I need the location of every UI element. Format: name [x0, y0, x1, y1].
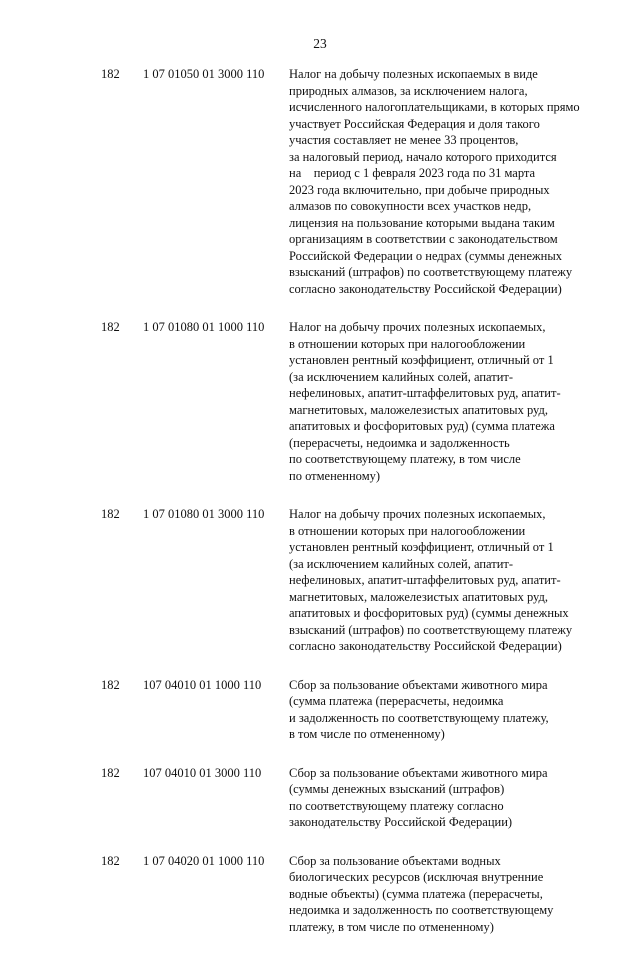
budget-classification-code: 1 07 01050 01 3000 110	[143, 67, 265, 81]
description-line: (сумма платежа (перерасчеты, недоимка	[289, 694, 504, 708]
admin-code: 182	[101, 507, 120, 521]
description-line: участия составляет не менее 33 процентов,	[289, 133, 519, 147]
description-line: взысканий (штрафов) по соответствующему платежу	[289, 622, 573, 637]
description-line: установлен рентный коэффициент, отличный от 1	[289, 353, 554, 367]
row-description	[289, 853, 589, 936]
table-row	[0, 319, 640, 484]
description-line: установлен рентный коэффициент, отличный от 1	[289, 540, 554, 554]
description-line: лицензия на пользование которыми выдана таким	[289, 215, 555, 230]
description-line: природных алмазов, за исключением налога,	[289, 83, 528, 98]
description-line: недоимка и задолженность по соответствующему	[289, 903, 554, 917]
description-line: Сбор за пользование объектами животного мира	[289, 677, 548, 692]
admin-code: 182	[101, 67, 120, 81]
description-line: по соответствующему платежу, в том числе	[289, 452, 521, 466]
description-line: апатитовых и фосфоритовых руд) (сумма платежа	[289, 419, 555, 433]
page-number: 23	[313, 36, 327, 51]
description-line: исчисленного налогоплательщиками, в которых прямо	[289, 100, 580, 114]
table-row	[0, 853, 640, 936]
table-row	[0, 506, 640, 655]
admin-code: 182	[101, 853, 120, 868]
table-row	[0, 66, 640, 297]
description-line: нефелиновых, апатит-штаффелитовых руд, апатит-	[289, 573, 561, 587]
description-line: (перерасчеты, недоимка и задолженность	[289, 435, 510, 450]
document-body	[0, 66, 640, 957]
admin-code: 182	[101, 765, 120, 780]
description-line: Российской Федерации о недрах (суммы денежных	[289, 248, 562, 263]
table-row	[0, 765, 640, 831]
description-line: (суммы денежных взысканий (штрафов)	[289, 782, 505, 796]
budget-classification-code: 107 04010 01 3000 110	[143, 765, 262, 780]
row-description	[289, 677, 589, 743]
description-line: Сбор за пользование объектами животного мира	[289, 765, 548, 780]
description-line: водные объекты) (сумма платежа (перерасчеты,	[289, 886, 543, 901]
budget-classification-code: 1 07 01080 01 3000 110	[143, 507, 265, 521]
budget-classification-code: 107 04010 01 1000 110	[143, 677, 262, 692]
budget-classification-code: 1 07 01080 01 1000 110	[143, 320, 265, 334]
description-line: по соответствующему платежу согласно	[289, 798, 504, 813]
description-line: Налог на добычу прочих полезных ископаемых,	[289, 320, 546, 334]
description-line: нефелиновых, апатит-штаффелитовых руд, апатит-	[289, 386, 561, 400]
description-line: 2023 года включительно, при добыче природных	[289, 182, 550, 197]
description-line: организациям в соответствии с законодательством	[289, 232, 558, 246]
description-line: по отмененному)	[289, 468, 381, 483]
description-line: в том числе по отмененному)	[289, 727, 445, 741]
description-line: апатитовых и фосфоритовых руд) (суммы денежных	[289, 606, 569, 620]
description-line: законодательству Российской Федерации)	[289, 815, 513, 829]
description-line: согласно законодательству Российской Федерации)	[289, 281, 562, 296]
description-line: магнетитовых, маложелезистых апатитовых руд,	[289, 402, 548, 417]
description-line: согласно законодательству Российской Федерации)	[289, 639, 562, 653]
description-line: и задолженность по соответствующему платежу,	[289, 710, 549, 725]
description-line: платежу, в том числе по отмененному)	[289, 919, 494, 934]
description-line: в отношении которых при налогообложении	[289, 523, 526, 538]
description-line: взысканий (штрафов) по соответствующему платежу	[289, 265, 573, 279]
row-description	[289, 319, 589, 484]
table-row	[0, 677, 640, 743]
description-line: Налог на добычу прочих полезных ископаемых,	[289, 507, 546, 521]
description-line: алмазов по совокупности всех участков недр,	[289, 199, 532, 213]
description-line: Сбор за пользование объектами водных	[289, 853, 501, 868]
description-line: (за исключением калийных солей, апатит-	[289, 556, 514, 571]
admin-code: 182	[101, 320, 120, 334]
description-line: за налоговый период, начало которого приходится	[289, 149, 557, 164]
description-line: в отношении которых при налогообложении	[289, 336, 526, 351]
description-line: участвует Российская Федерация и доля такого	[289, 116, 540, 131]
row-description	[289, 66, 589, 297]
description-line: (за исключением калийных солей, апатит-	[289, 369, 514, 384]
admin-code: 182	[101, 677, 120, 692]
description-line: Налог на добычу полезных ископаемых в виде	[289, 67, 538, 81]
row-description	[289, 765, 589, 831]
row-description	[289, 506, 589, 655]
description-line: биологических ресурсов (исключая внутренние	[289, 870, 544, 884]
description-line: магнетитовых, маложелезистых апатитовых руд,	[289, 589, 548, 604]
description-line: на период с 1 февраля 2023 года по 31 марта	[289, 166, 536, 180]
budget-classification-code: 1 07 04020 01 1000 110	[143, 853, 265, 868]
